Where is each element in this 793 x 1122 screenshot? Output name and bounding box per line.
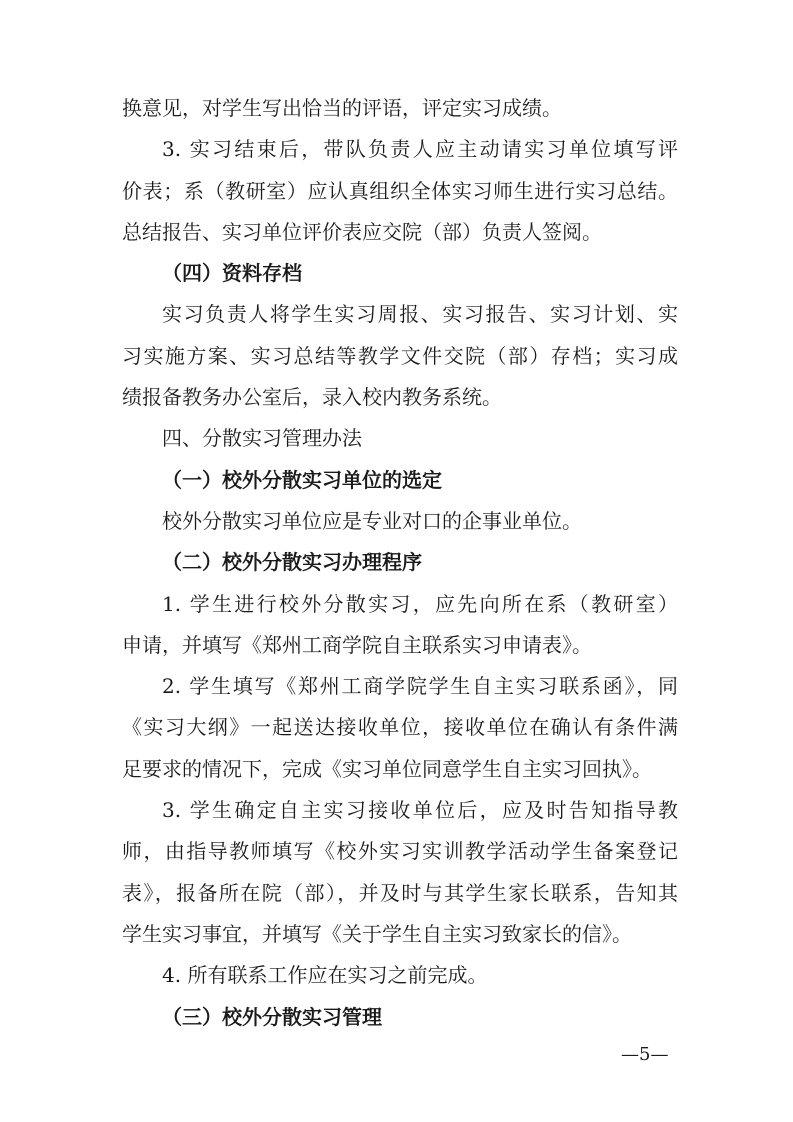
paragraph-line: 价表；系（教研室）应认真组织全体实习师生进行实习总结。	[122, 178, 678, 203]
paragraph-line: 师，由指导教师填写《校外实习实训教学活动学生备案登记	[122, 839, 678, 864]
page-number: —5—	[621, 1044, 669, 1065]
section-heading: （一）校外分散实习单位的选定	[162, 467, 442, 492]
paragraph-line: 3. 学生确定自主实习接收单位后，应及时告知指导教	[162, 798, 678, 823]
paragraph-line: 1. 学生进行校外分散实习，应先向所在系（教研室）	[162, 591, 678, 616]
paragraph-line: 绩报备教务办公室后，录入校内教务系统。	[122, 385, 502, 410]
paragraph-line: 校外分散实习单位应是专业对口的企事业单位。	[162, 508, 582, 533]
section-heading: （四）资料存档	[162, 261, 302, 286]
chapter-heading: 四、分散实习管理办法	[162, 426, 362, 451]
paragraph-line: 习实施方案、实习总结等教学文件交院（部）存档；实习成	[122, 343, 678, 368]
section-heading: （二）校外分散实习办理程序	[162, 550, 422, 575]
paragraph-line: 表》，报备所在院（部），并及时与其学生家长联系，告知其	[122, 880, 678, 905]
paragraph-line: 实习负责人将学生实习周报、实习报告、实习计划、实	[162, 302, 678, 327]
paragraph-line: 学生实习事宜，并填写《关于学生自主实习致家长的信》。	[122, 921, 632, 946]
paragraph-line: 换意见，对学生写出恰当的评语，评定实习成绩。	[122, 96, 562, 120]
paragraph-line: 总结报告、实习单位评价表应交院（部）负责人签阅。	[122, 219, 602, 244]
paragraph-line: 《实习大纲》一起送达接收单位，接收单位在确认有条件满	[122, 715, 678, 740]
document-body	[122, 88, 678, 1038]
paragraph-line: 申请，并填写《郑州工商学院自主联系实习申请表》。	[122, 632, 592, 657]
paragraph-line: 4. 所有联系工作应在实习之前完成。	[162, 963, 488, 988]
section-heading: （三）校外分散实习管理	[162, 1004, 382, 1029]
paragraph-line: 2. 学生填写《郑州工商学院学生自主实习联系函》，同	[162, 674, 678, 699]
paragraph-line: 3. 实习结束后，带队负责人应主动请实习单位填写评	[162, 137, 678, 162]
paragraph-line: 足要求的情况下，完成《实习单位同意学生自主实习回执》。	[122, 756, 652, 781]
